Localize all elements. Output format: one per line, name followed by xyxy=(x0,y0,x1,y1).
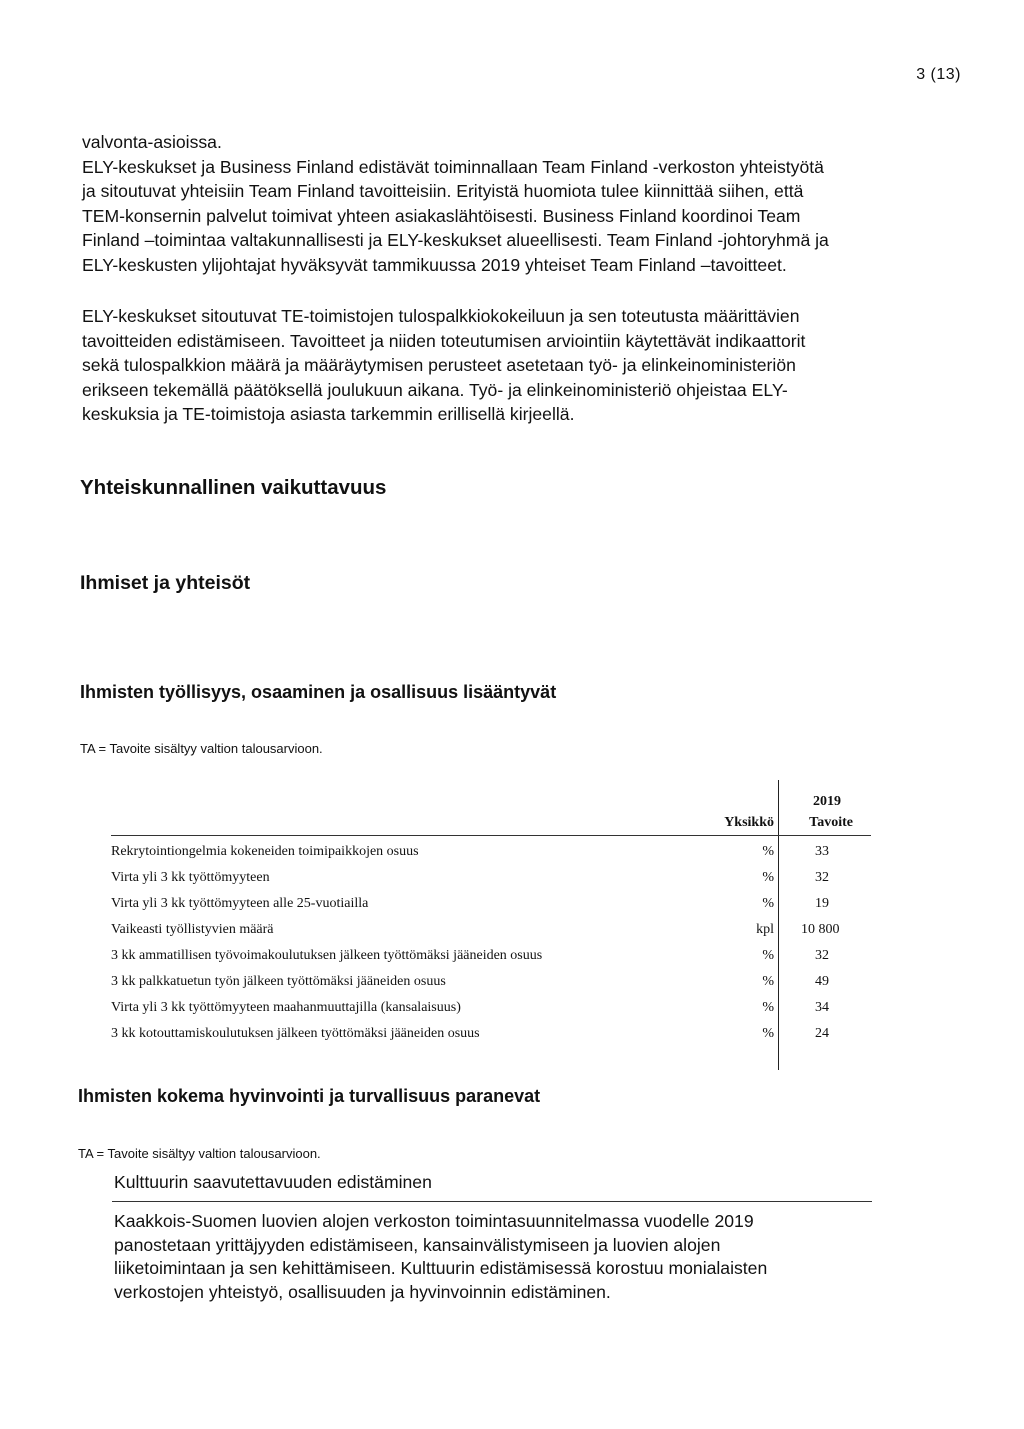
indicator-unit: % xyxy=(762,870,774,885)
indicator-label: 3 kk ammatillisen työvoimakoulutuksen jälkeen työttömäksi jääneiden osuus xyxy=(111,948,543,963)
indicator-target: 24 xyxy=(815,1026,829,1041)
indicator-target: 33 xyxy=(815,844,829,859)
text-line: valvonta-asioissa. xyxy=(82,132,222,152)
section-heading-wellbeing: Ihmisten kokema hyvinvointi ja turvallisuus paranevat xyxy=(78,1086,541,1106)
budget-note: TA = Tavoite sisältyy valtion talousarvioon. xyxy=(78,1146,321,1161)
table-row xyxy=(111,891,871,917)
text-line: ELY-keskusten ylijohtajat hyväksyvät tammikuussa 2019 yhteiset Team Finland –tavoitteet. xyxy=(82,254,787,275)
culture-paragraph xyxy=(114,1210,874,1304)
table-row xyxy=(111,865,871,891)
table-target-header: Tavoite xyxy=(809,815,853,830)
table-row xyxy=(111,943,871,969)
page-number: 3 (13) xyxy=(916,66,961,83)
text-line: ja sitoutuvat yhteisiin Team Finland tavoitteisiin. Erityistä huomiota tulee kiinnittää siihen, että xyxy=(82,181,804,201)
text-line: tavoitteiden edistämiseen. Tavoitteet ja niiden toteutumisen arviointiin käytettävät indikaattorit xyxy=(82,330,806,351)
text-line: TEM-konsernin palvelut toimivat yhteen asiakaslähtöisesti. Business Finland koordinoi Team xyxy=(82,205,801,226)
table-row xyxy=(111,917,871,943)
indicator-label: Virta yli 3 kk työttömyyteen xyxy=(111,870,270,885)
table-header xyxy=(111,780,871,836)
budget-note: TA = Tavoite sisältyy valtion talousarvioon. xyxy=(80,741,323,756)
indicator-label: Rekrytointiongelmia kokeneiden toimipaikkojen osuus xyxy=(111,844,419,859)
text-line: keskuksia ja TE-toimistoja asiasta tarkemmin erillisellä kirjeellä. xyxy=(82,404,575,424)
indicator-target: 32 xyxy=(815,948,829,963)
indicator-unit: % xyxy=(762,1000,774,1015)
divider xyxy=(112,1201,872,1202)
table-row xyxy=(111,1021,871,1047)
culture-section-title: Kulttuurin saavutettavuuden edistäminen xyxy=(114,1172,432,1192)
indicator-target: 49 xyxy=(815,974,829,989)
indicator-unit: % xyxy=(762,974,774,989)
indicator-label: Vaikeasti työllistyvien määrä xyxy=(111,922,274,937)
text-line: sekä tulospalkkion määrä ja määräytymisen perusteet asetetaan työ- ja elinkeinoministeriön xyxy=(82,355,796,375)
indicator-target: 10 800 xyxy=(801,922,840,937)
indicator-label: Virta yli 3 kk työttömyyteen alle 25-vuotiailla xyxy=(111,896,369,911)
indicator-unit: % xyxy=(762,948,774,963)
table-row xyxy=(111,995,871,1021)
text-line: Finland –toimintaa valtakunnallisesti ja ELY-keskukset alueellisesti. Team Finland -johtoryhmä ja xyxy=(82,230,829,250)
indicator-unit: % xyxy=(762,844,774,859)
table-row xyxy=(111,839,871,865)
text-line: ELY-keskukset ja Business Finland edistävät toiminnallaan Team Finland -verkoston yhteistyötä xyxy=(82,156,824,177)
indicator-label: Virta yli 3 kk työttömyyteen maahanmuuttajilla (kansalaisuus) xyxy=(111,1000,461,1015)
text-line: liiketoimintaan ja sen kehittämiseen. Kulttuurin edistämisessä korostuu monialaisten xyxy=(114,1258,768,1278)
indicator-table xyxy=(111,780,871,1047)
text-line: verkostojen yhteistyö, osallisuuden ja hyvinvoinnin edistäminen. xyxy=(114,1281,611,1302)
section-heading-societal-impact: Yhteiskunnallinen vaikuttavuus xyxy=(80,476,387,499)
indicator-unit: % xyxy=(762,1026,774,1041)
indicator-target: 19 xyxy=(815,896,829,911)
text-line: Kaakkois-Suomen luovien alojen verkoston toimintasuunnitelmassa vuodelle 2019 xyxy=(114,1211,754,1231)
indicator-label: 3 kk kotouttamiskoulutuksen jälkeen työttömäksi jääneiden osuus xyxy=(111,1026,480,1041)
indicator-label: 3 kk palkkatuetun työn jälkeen työttömäksi jääneiden osuus xyxy=(111,974,446,989)
performance-bonus-paragraph xyxy=(82,304,952,427)
indicator-unit: kpl xyxy=(756,922,774,937)
intro-paragraph xyxy=(82,130,952,277)
table-row xyxy=(111,969,871,995)
table-year-header: 2019 xyxy=(813,794,841,809)
section-heading-employment: Ihmisten työllisyys, osaaminen ja osallisuus lisääntyvät xyxy=(80,682,557,702)
indicator-target: 34 xyxy=(815,1000,829,1015)
table-unit-header: Yksikkö xyxy=(724,815,774,830)
section-heading-people-communities: Ihmiset ja yhteisöt xyxy=(80,572,251,594)
indicator-target: 32 xyxy=(815,870,829,885)
text-line: ELY-keskukset sitoutuvat TE-toimistojen tulospalkkiokokeiluun ja sen toteutusta määrittävien xyxy=(82,306,800,326)
text-line: erikseen tekemällä päätöksellä joulukuun aikana. Työ- ja elinkeinoministeriö ohjeistaa ELY- xyxy=(82,379,788,400)
indicator-unit: % xyxy=(762,896,774,911)
text-line: panostetaan yrittäjyyden edistämiseen, kansainvälistymiseen ja luovien alojen xyxy=(114,1234,721,1255)
